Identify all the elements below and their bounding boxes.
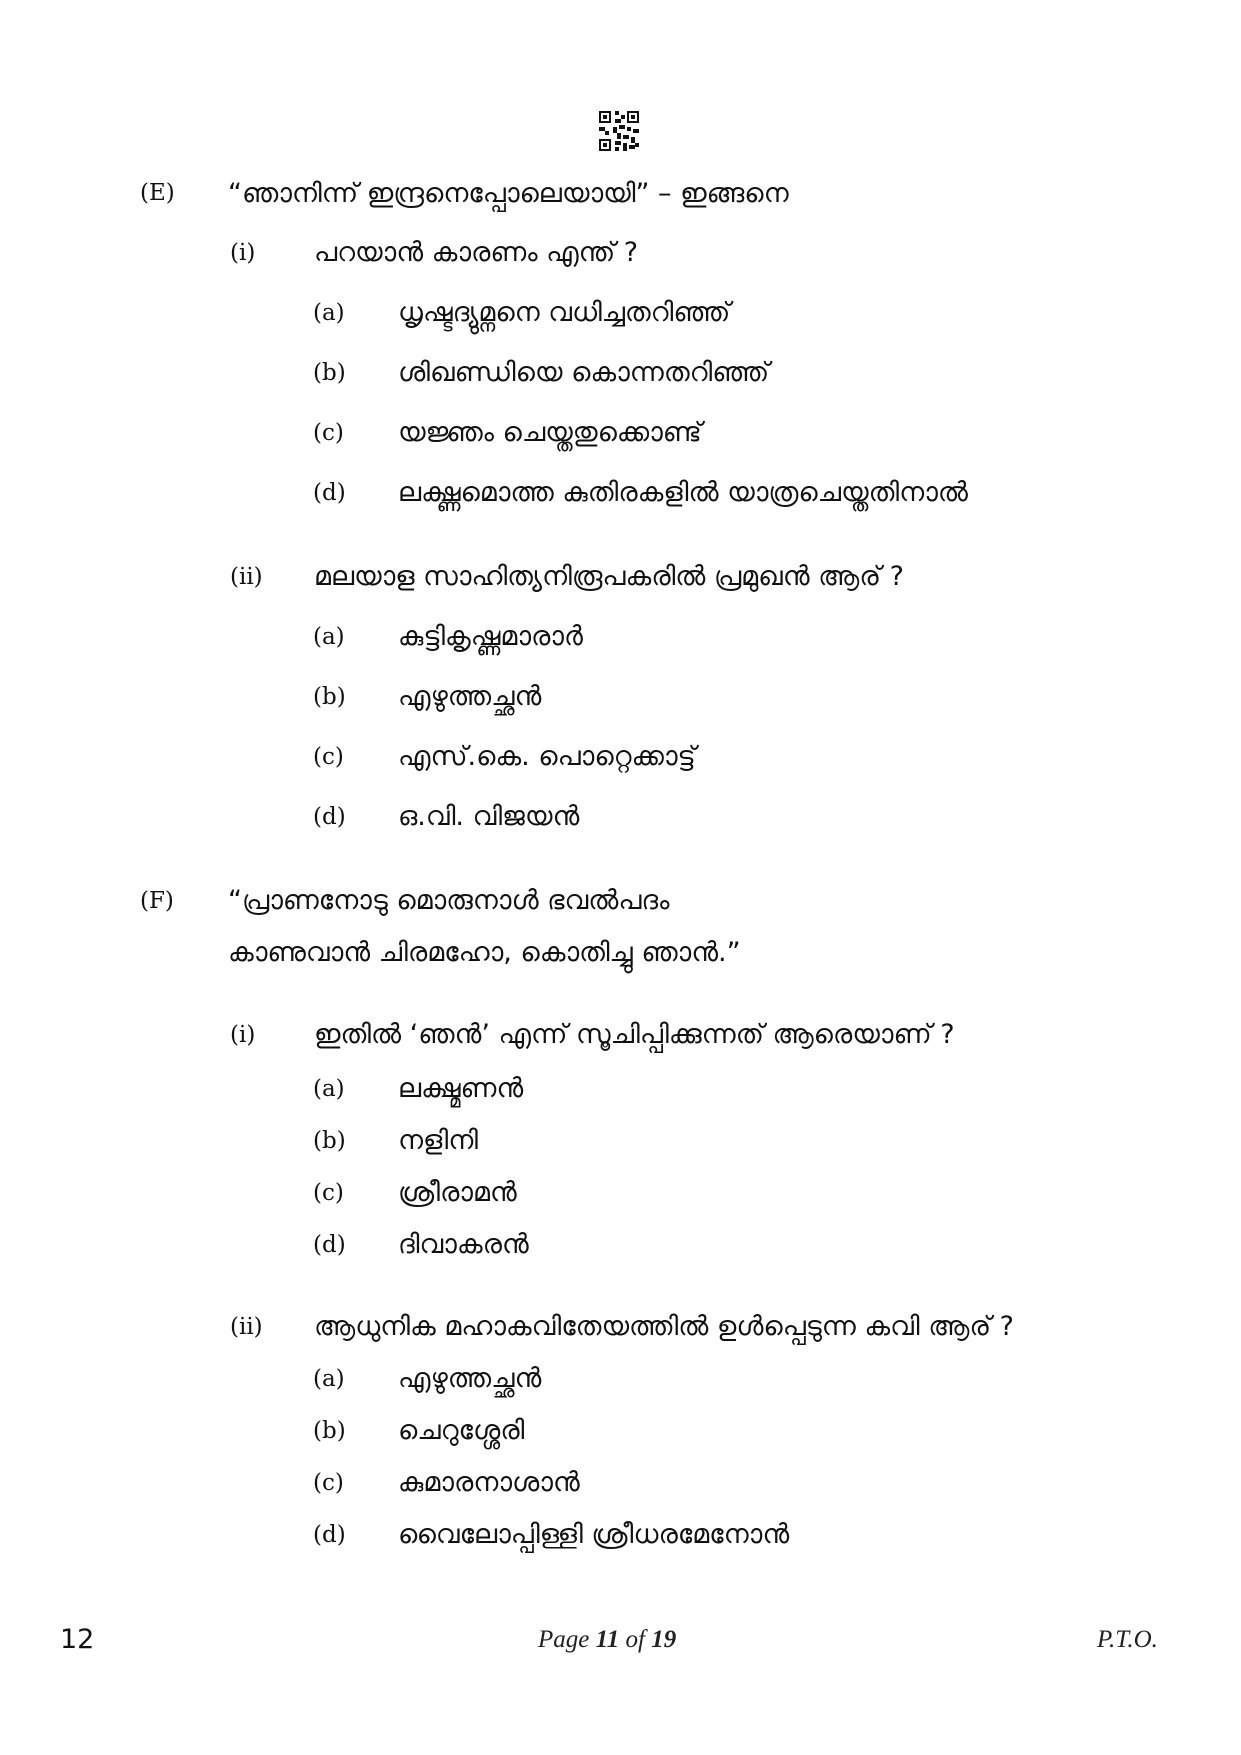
sub-question-label: (i) <box>230 1022 256 1048</box>
sub-question-text: ആധുനിക മഹാകവിതേയത്തിൽ ഉൾപ്പെടുന്ന കവി ആര് ? <box>314 1311 1015 1342</box>
page-indicator <box>538 1626 676 1654</box>
option-text: ചെറുശ്ശേരി <box>398 1415 525 1446</box>
option-text: ശ്രീരാമൻ <box>398 1177 517 1208</box>
option-label: (d) <box>313 1522 346 1548</box>
page-prefix: Page <box>538 1626 590 1653</box>
sub-question-label: (i) <box>230 240 256 266</box>
option-text: എഴുത്തച്ഛൻ <box>398 1363 542 1394</box>
option-text: കുമാരനാശാൻ <box>398 1467 580 1498</box>
option-label: (b) <box>313 1418 346 1444</box>
option-text: ശിഖണ്ഡിയെ കൊന്നതറിഞ്ഞ് <box>398 357 770 388</box>
option-text: ധൃഷ്ടദ്യുമ്നനെ വധിച്ചതറിഞ്ഞ് <box>398 297 731 328</box>
option-text: വൈലോപ്പിള്ളി ശ്രീധരമേനോൻ <box>398 1519 790 1550</box>
option-text: നളിനി <box>398 1125 479 1156</box>
question-label: (F) <box>140 888 174 914</box>
option-label: (b) <box>313 360 346 386</box>
sub-question-label: (ii) <box>230 1314 263 1340</box>
question-stem-line: കാണുവാൻ ചിരമഹോ, കൊതിച്ചു ഞാൻ.” <box>228 937 741 968</box>
option-text: ഒ.വി. വിജയൻ <box>398 801 580 832</box>
sub-question-text: മലയാള സാഹിത്യനിരൂപകരിൽ പ്രമുഖൻ ആര് ? <box>314 561 904 592</box>
option-label: (d) <box>313 480 346 506</box>
option-text: ലക്ഷ്ണമൊത്ത കുതിരകളിൽ യാത്രചെയ്തതിനാൽ <box>398 477 968 508</box>
sub-question-text: പറയാൻ കാരണം എന്ത് ? <box>314 237 639 268</box>
question-stem-line: “പ്രാണനോടു മൊരുനാൾ ഭവൽപദം <box>228 885 670 916</box>
option-text: കുട്ടികൃഷ്ണമാരാർ <box>398 621 583 652</box>
option-text: ലക്ഷ്മണൻ <box>398 1073 524 1104</box>
qr-code-icon <box>599 111 639 151</box>
page-total: 19 <box>651 1626 677 1653</box>
option-label: (a) <box>313 300 345 326</box>
option-label: (b) <box>313 1128 346 1154</box>
option-label: (c) <box>313 744 344 770</box>
footer-left-number: 12 <box>60 1624 95 1655</box>
sub-question-label: (ii) <box>230 564 263 590</box>
option-label: (d) <box>313 1232 346 1258</box>
option-label: (c) <box>313 420 344 446</box>
option-label: (c) <box>313 1180 344 1206</box>
option-text: ദിവാകരൻ <box>398 1229 529 1260</box>
pto-label: P.T.O. <box>1097 1626 1158 1653</box>
option-text: യജ്ഞം ചെയ്തതുക്കൊണ്ട് <box>398 417 702 448</box>
page-current: 11 <box>595 1626 620 1653</box>
page-of: of <box>625 1626 645 1653</box>
option-text: എഴുത്തച്ഛൻ <box>398 681 542 712</box>
option-label: (a) <box>313 624 345 650</box>
question-label: (E) <box>140 180 175 206</box>
option-label: (c) <box>313 1470 344 1496</box>
option-text: എസ്.കെ. പൊറ്റെക്കാട്ട് <box>398 741 696 772</box>
option-label: (a) <box>313 1366 345 1392</box>
question-stem: “ഞാനിന്ന് ഇന്ദ്രനെപ്പോലെയായി” – ഇങ്ങനെ <box>228 178 789 209</box>
option-label: (b) <box>313 684 346 710</box>
option-label: (a) <box>313 1076 345 1102</box>
option-label: (d) <box>313 804 346 830</box>
sub-question-text: ഇതിൽ ‘ഞൻ’ എന്ന് സൂചിപ്പിക്കുന്നത് ആരെയാണ് ? <box>314 1019 955 1050</box>
